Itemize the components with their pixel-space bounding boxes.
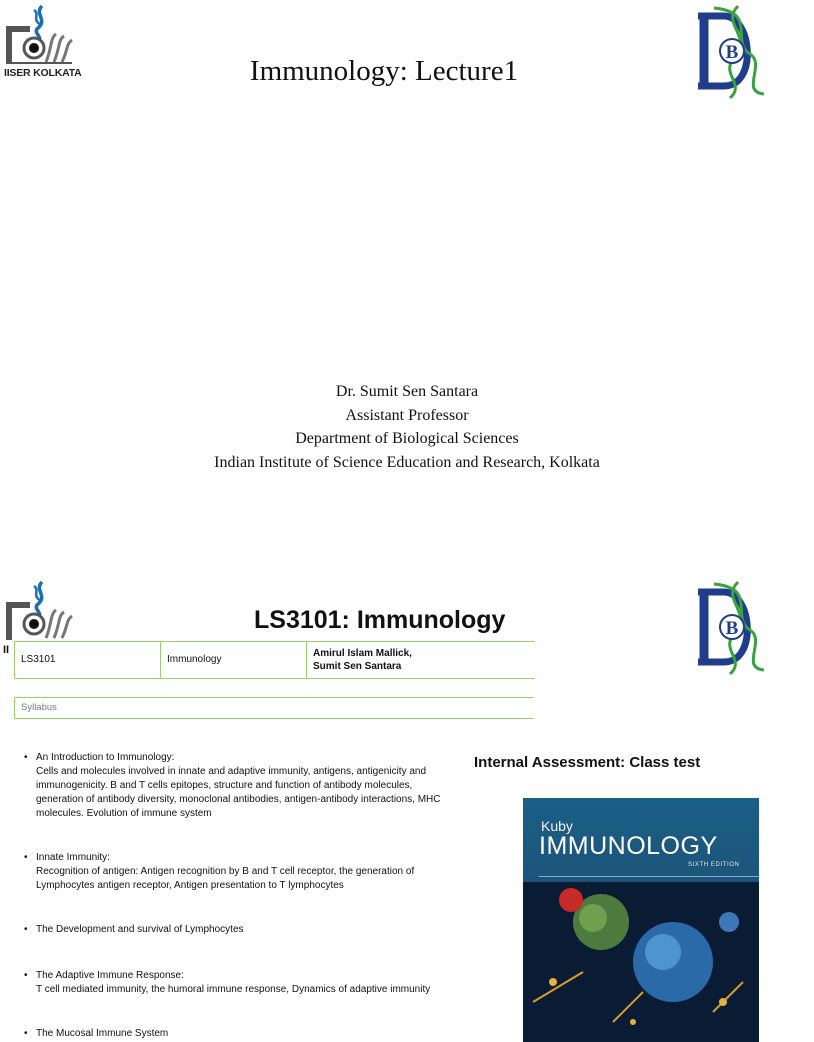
iiser-emblem-icon: [4, 580, 76, 642]
bullet-icon: •: [24, 852, 28, 863]
syllabus-item: [24, 851, 454, 893]
bullet-icon: •: [24, 752, 28, 763]
syllabus-list: [24, 751, 454, 1041]
course-name: Immunology: [161, 642, 307, 678]
bullet-icon: •: [24, 1028, 28, 1039]
syllabus-item: [24, 923, 454, 937]
dbs-logo-2: [694, 578, 766, 678]
assessment-note: Internal Assessment: Class test: [474, 754, 701, 771]
syllabus-heading: The Adaptive Immune Response:: [36, 970, 184, 981]
course-slide: [0, 540, 768, 1039]
bullet-icon: •: [24, 924, 28, 935]
syllabus-heading: Innate Immunity:: [36, 852, 110, 863]
title-slide: [0, 0, 768, 540]
book-divider: [539, 876, 759, 877]
dbs-emblem-icon: [694, 578, 766, 678]
instructor-line-1: Amirul Islam Mallick,: [313, 648, 412, 659]
book-edition: SIXTH EDITION: [688, 862, 740, 868]
author-position: Assistant Professor: [345, 406, 469, 424]
syllabus-detail-line: Lymphocytes antigen receptor, Antigen presentation to T lymphocytes: [36, 880, 344, 891]
syllabus-item: [24, 969, 454, 997]
side-mark: II: [3, 644, 10, 656]
syllabus-detail-line: Cells and molecules involved in innate and adaptive immunity, antigens, antigenicity and: [36, 766, 427, 777]
syllabus-detail-line: immunogenicity. B and T cells epitopes, structure and function of antibody molecules,: [36, 780, 413, 791]
course-code: LS3101: [15, 642, 161, 678]
iiser-logo-2: [4, 580, 78, 642]
book-author: Kuby: [541, 818, 573, 834]
author-block: [0, 380, 814, 474]
bullet-icon: •: [24, 970, 28, 981]
syllabus-detail-line: Recognition of antigen: Antigen recognition by B and T cell receptor, the generation of: [36, 866, 415, 877]
syllabus-detail-line: molecules. Evolution of immune system: [36, 808, 212, 819]
syllabus-heading: The Mucosal Immune System: [36, 1028, 169, 1039]
course-info-table: [14, 641, 535, 679]
syllabus-detail-line: generation of antibody diversity, monoclonal antibodies, antigen-antibody interactions, MHC: [36, 794, 441, 805]
iiser-logo-text: IISER KOLKATA: [4, 67, 82, 79]
course-instructors: [307, 642, 535, 678]
author-name: Dr. Sumit Sen Santara: [335, 383, 479, 400]
book-title: IMMUNOLOGY: [539, 832, 718, 860]
course-title: LS3101: Immunology: [254, 606, 506, 634]
dbs-logo-letter: B: [725, 618, 739, 639]
instructor-line-2: Sumit Sen Santara: [313, 661, 402, 672]
author-institute: Indian Institute of Science Education and Research, Kolkata: [214, 453, 600, 471]
syllabus-heading: The Development and survival of Lymphocytes: [36, 924, 244, 935]
author-department: Department of Biological Sciences: [295, 430, 519, 447]
syllabus-detail-line: T cell mediated immunity, the humoral immune response, Dynamics of adaptive immunity: [36, 984, 431, 995]
syllabus-item: [24, 1027, 454, 1041]
textbook-cover: [523, 798, 759, 1038]
lecture-title: Immunology: Lecture1: [249, 55, 519, 87]
syllabus-item: [24, 751, 454, 821]
dbs-logo-letter: B: [725, 42, 739, 63]
syllabus-header: Syllabus: [14, 697, 534, 719]
book-cover-art-icon: [523, 882, 759, 1042]
syllabus-heading: An Introduction to Immunology:: [36, 752, 175, 763]
